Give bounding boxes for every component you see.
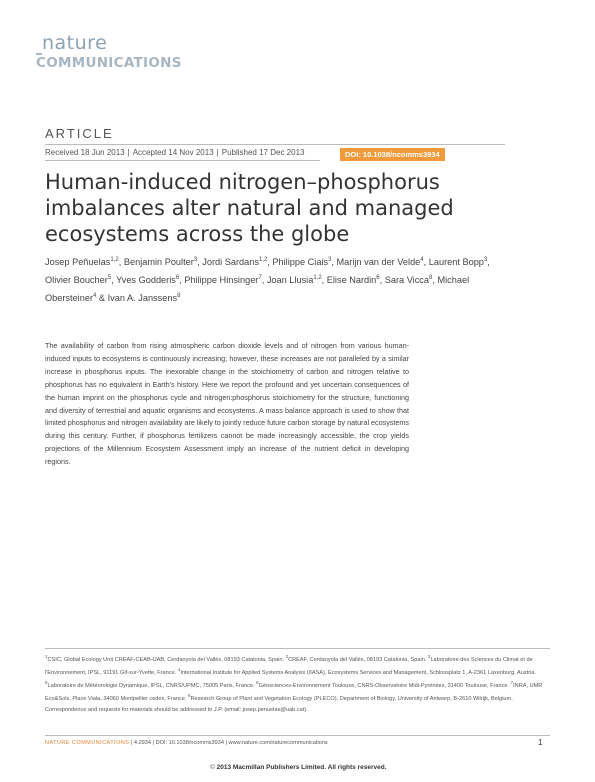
article-type-label: ARTICLE (45, 126, 114, 141)
page-number: 1 (538, 738, 543, 747)
author-affiliation-marker: 5 (107, 275, 112, 282)
author-name (108, 293, 181, 303)
affiliation-text: International Institute for Applied Systems Analysis (IIASA), Ecosystems Services and Management, Schlossplatz 1, A-2361 Laxenburg, Austria. (180, 670, 537, 677)
footer-citation (45, 740, 328, 746)
author-affiliation-marker: 7 (258, 275, 262, 282)
author-affiliation-marker: 8 (429, 275, 433, 282)
correspondence-note: Correspondence and requests for materials should be addressed to J.P. (email: josep.penuelas@uab.cat). (45, 706, 308, 713)
footer-journal-name: NATURE COMMUNICATIONS (45, 740, 130, 746)
author-affiliation-marker: 1,2 (313, 275, 322, 282)
author-affiliation-marker: 1,2 (110, 257, 119, 263)
dates-rule (45, 160, 320, 161)
affiliation-number: 3 (427, 654, 431, 659)
footer-rule (45, 735, 550, 736)
copyright-symbol: © (210, 764, 215, 771)
affiliation-note (177, 667, 537, 677)
footer-citation-text[interactable]: | 4:2934 | DOI: 10.1038/ncomms3934 | www.nature.com/naturecommunications (130, 740, 328, 746)
article-title: Human-induced nitrogen–phosphorus imbalances alter natural and managed ecosystems across the globe (45, 170, 454, 246)
affiliation-text: CSIC, Global Ecology Unit CREAF-CEAB-UAB, Cerdanyola del Vallès, 08193 Catalonia, Spain. (47, 656, 286, 663)
affiliations (45, 652, 555, 715)
journal-logo-communications: COMMUNICATIONS (36, 55, 182, 71)
affiliation-text: Laboratoire des Sciences du Climat et de l'Environnement, IPSL, 91191 Gif-sur-Yvette, France. (45, 656, 533, 677)
received-date: Received 18 Jun 2013 (45, 148, 125, 157)
affiliation-note (256, 680, 511, 690)
affiliation-number: 5 (45, 680, 48, 686)
affiliation-text: CREAF, Cerdanyola del Vallès, 08193 Catalonia, Spain. (288, 656, 428, 663)
author-name-text: Laurent Bopp (428, 257, 484, 268)
article-dates: Received 18 Jun 2013 | Accepted 14 Nov 2013 | Published 17 Dec 2013 (45, 148, 305, 157)
affiliation-number: 7 (510, 680, 514, 686)
author-affiliation-marker: 3 (193, 257, 198, 263)
affiliation-number: 1 (45, 654, 48, 659)
author-name-text: Michael Obersteiner (45, 275, 470, 304)
footnote-rule (45, 648, 550, 649)
author-name-text: Elise Nardin (326, 275, 377, 286)
author-name-text: Yves Godderis (116, 275, 176, 286)
author-affiliation-marker: 6 (376, 275, 380, 282)
author-affiliation-marker: 3 (483, 257, 488, 263)
affiliation-note (45, 680, 257, 690)
author-name-text: Josep Peñuelas (45, 257, 111, 268)
journal-logo-nature: nature (42, 32, 108, 54)
author-name (45, 257, 119, 267)
author-name (45, 275, 111, 285)
affiliation-note (285, 654, 428, 663)
author-affiliation-marker: 4 (420, 257, 424, 263)
author-name (429, 257, 488, 267)
author-name-text: Sara Vicca (384, 275, 430, 286)
author-affiliation-marker: 6 (175, 275, 180, 282)
author-name-text: Benjamin Poulter (123, 257, 194, 268)
author-name-text: Philippe Hinsinger (184, 275, 259, 286)
author-list: Josep Peñuelas$^{1,2}$, Benjamin Poulter$^3$, Jordi Sardans$^{1,2}$, Philippe Ciais$^3$, Marijn van der Velde$^4$, Laurent Bopp$^3$, Olivier Boucher$^5$, Yves Godderis$^6$, Philippe Hinsinger$^7$, Joan Llusia$^{1,2}$, Elise Nardin$^6$, Sara Vicca$^8$, Michael Obersteiner$^4$ & Ivan A. Janssens$^8$ (45, 257, 490, 304)
affiliation-text: INRA, UMR Eco&Sols, Place Viala, 34060 Montpellier cedex, France. (45, 683, 543, 703)
author-name (124, 257, 197, 267)
copyright-text: 2013 Macmillan Publishers Limited. All rights reserved. (216, 764, 387, 771)
affiliation-note (187, 693, 513, 703)
affiliation-number: 4 (177, 667, 181, 673)
author-name (202, 257, 267, 267)
accepted-date: Accepted 14 Nov 2013 (132, 148, 214, 157)
author-name (327, 275, 380, 285)
author-name-text: Joan Llusia (266, 275, 314, 286)
author-affiliation-marker: 3 (328, 257, 332, 263)
affiliation-number: 2 (285, 654, 289, 659)
affiliation-text: Research Group of Plant and Vegetation Ecology (PLECO), Department of Biology, University of Antwerp, B-2610 Wilrijk, Belgium. (190, 696, 513, 703)
published-date: Published 17 Dec 2013 (221, 148, 305, 157)
affiliation-text: Laboratoire de Météorologie Dynamique, IPSL, CNRS/UPMC, 75005 Paris, France. (47, 683, 257, 690)
affiliation-number: 6 (256, 680, 259, 686)
affiliation-note (45, 654, 286, 663)
author-name (116, 275, 179, 285)
author-affiliation-marker: 4 (93, 293, 97, 300)
affiliation-text: Géosciences-Environnement Toulouse, CNRS-Observatoire Midi-Pyrénées, 31400 Toulouse, France. (258, 683, 511, 690)
header-rule (45, 144, 505, 145)
author-name (184, 275, 261, 285)
author-name-text: Olivier Boucher (45, 275, 108, 286)
author-name-text: Philippe Ciais (272, 257, 329, 268)
affiliation-number: 8 (187, 693, 191, 699)
author-name-text: Jordi Sardans (202, 257, 259, 268)
author-affiliation-marker: 1,2 (258, 257, 268, 263)
author-name (267, 275, 322, 285)
copyright-notice (210, 764, 387, 771)
author-name-text: Marijn van der Velde (336, 257, 421, 268)
doi-badge[interactable]: DOI: 10.1038/ncomms3934 (340, 148, 445, 161)
author-affiliation-marker: 8 (177, 293, 181, 300)
abstract: The availability of carbon from rising atmospheric carbon dioxide levels and of nitrogen from various human-induced inputs to ecosystems is continuously increasing; however, these increases are not paralleled by a similar increase in phosphorus inputs. The inexorable change in the stoichiometry of carbon and nitrogen relative to phosphorus has no equivalent in Earth's history. Here we report the profound and yet uncertain consequences of the human imprint on the phosphorus cycle and nitrogen:phosphorus stoichiometry for the structure, functioning and diversity of terrestrial and aquatic organisms and ecosystems. A mass balance approach is used to show that limited phosphorus and nitrogen availability are likely to jointly reduce future carbon storage by natural ecosystems during this century. Further, if phosphorus fertilizers cannot be made increasingly accessible, the crop yields projections of the Millennium Ecosystem Assessment imply an increase of the nutrient deficit in developing regions. (45, 341, 409, 467)
author-name-text: Ivan A. Janssens (107, 293, 178, 304)
author-name (385, 275, 433, 285)
author-name (337, 257, 424, 267)
author-name (272, 257, 331, 267)
